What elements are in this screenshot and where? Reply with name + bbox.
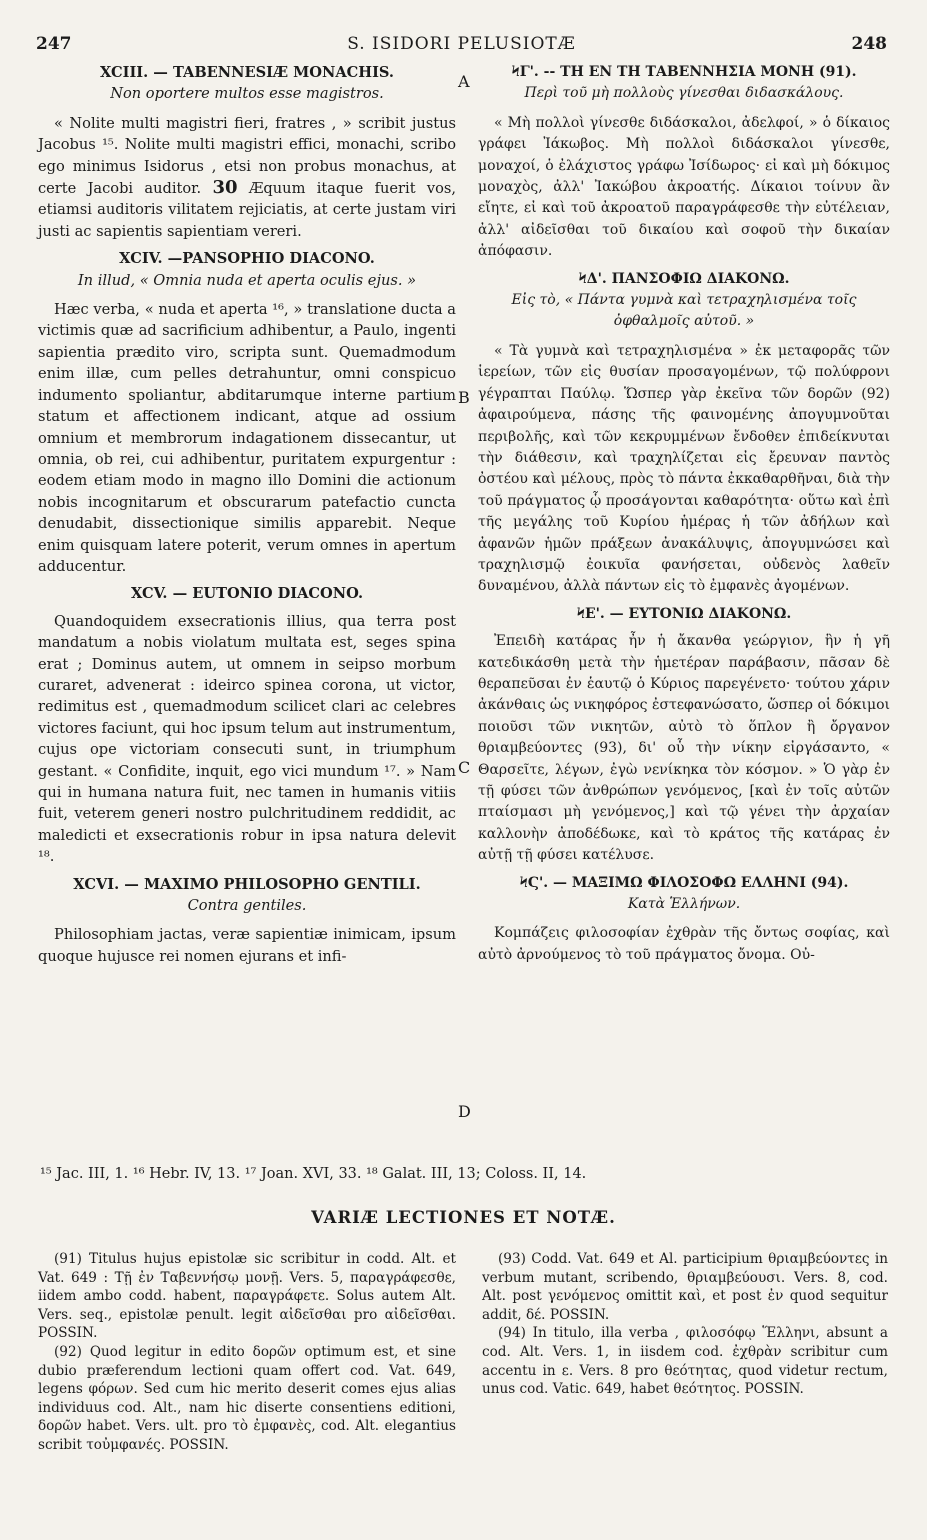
margin-marker-d: D (458, 1102, 471, 1121)
note-93: (93) Codd. Vat. 649 et Al. participium θριαμβεύοντες in verbum mutant, scribendo, θριαμβεύουσι. Vers. 8, cod. Alt. post γενόμενος omittit καὶ, et post ἐν quod sequitur addit, δέ. POSSIN. (482, 1251, 888, 1323)
right-page-number: 248 (851, 34, 887, 54)
margin-marker-b: B (458, 388, 470, 407)
margin-marker-c: C (458, 758, 471, 777)
latin-column (38, 62, 456, 967)
variae-lectiones-title: VARIÆ LECTIONES ET NOTÆ. (311, 1208, 616, 1227)
note-91: (91) Titulus hujus epistolæ sic scribitur in codd. Alt. et Vat. 649 : Τῇ ἐν Ταβεννήσῳ μονῇ. Vers. 5, παραγράφεσθε, iidem ambo codd. habent, παραγράφετε. Solus autem Alt. Vers. seq., epistolæ penult. legit αἰδεῖσθαι pro αἰδεῖσθαι. POSSIN. (38, 1251, 456, 1342)
margin-marker-a: A (458, 72, 470, 91)
letter-93-latin-text-a: « Nolite multi magistri fieri, fratres , » scribit justus Jacobus ¹⁵. Nolite multi magistri effici, monachi, scribo ego minimus Isidorus , etsi non probus monachus, at certe Jacobi auditor. (38, 114, 456, 198)
letter-93-latin (38, 62, 456, 242)
letter-95-greek-title: ϞΕ'. — ΕΥΤΟΝΙΩ ΔΙΑΚΟΝΩ. (576, 605, 792, 622)
letter-96-greek-title: ϞϚ'. — ΜΑΞΙΜΩ ΦΙΛΟΣΟΦΩ ΕΛΛΗΝΙ (94). (519, 874, 849, 891)
letter-93-greek-title: ϞΓ'. -- ΤΗ ΕΝ ΤΗ ΤΑΒΕΝΝΗΣΙΑ ΜΟΝΗ (91). (511, 64, 857, 80)
notes-right-column (482, 1250, 888, 1399)
note-94: (94) In titulo, illa verba , φιλοσόφῳ Ἕλληνι, absunt a cod. Alt. Vers. 1, in iisdem cod. ἐχθρὰν scribitur cum accentu in ε. Vers. 8 pro θεότητας, quod videtur rectum, unus cod. Vatic. 649, habet θεότητος. POSSIN. (482, 1325, 888, 1398)
letter-96-latin-subtitle: Contra gentiles. (187, 897, 307, 915)
column-marker-30: 30 (212, 177, 238, 199)
letter-96-latin (38, 874, 456, 968)
letter-94-greek-subtitle: Εἰς τὸ, « Πάντα γυμνὰ καὶ τετραχηλισμένα τοῖς ὀφθαλμοῖς αὐτοῦ. » (511, 292, 857, 330)
letter-93-greek-text: « Μὴ πολλοὶ γίνεσθε διδάσκαλοι, ἀδελφοί, » ὁ δίκαιος γράφει Ἰάκωβος. Μὴ πολλοὶ διδάσκαλοι γίνεσθε, μοναχοί, ὁ ἐλάχιστος γράφω Ἰσίδωρος· εἰ καὶ μὴ δόκιμος μοναχὸς, ἀλλ' Ἰακώβου ἀκροατής. Δίκαιοι τοίνυν ἂν εἴητε, εἰ καὶ τοῦ ἀκροατοῦ παραγράφεσθε τὴν εὐτέλειαν, ἀλλ' αἰδεῖσθαι τοῦ δικαίου καὶ σοφοῦ τὴν δικαίαν ἀπόφασιν. (478, 114, 890, 260)
letter-94-latin-text: Hæc verba, « nuda et aperta ¹⁶, » translatione ducta a victimis quæ ad sacrificium adhibentur, a Paulo, ingenti sapientia prædito viro, scripta sunt. Quemadmodum enim illæ, cum pelles detrahuntur, omni conspicuo indumento spoliantur, abditarumque interne partium statum et affectionem indicant, atque ad ossium omnium et membrorum indagationem dissecantur, ut omnia, ob rei, cui adhibentur, puritatem expurgentur : eodem etiam modo in magno illo Domini die actionum nobis incognitarum et obscurarum patefactio cuncta denudabit, dissectionique similis apparebit. Neque enim quisquam latere poterit, verum omnes in apertum adducentur. (38, 301, 456, 575)
scripture-footnotes: ¹⁵ Jac. III, 1. ¹⁶ Hebr. IV, 13. ¹⁷ Joan. XVI, 33. ¹⁸ Galat. III, 13; Coloss. II, 14. (40, 1166, 587, 1182)
letter-95-greek-text: Ἐπειδὴ κατάρας ἦν ἡ ἄκανθα γεώργιον, ἣν ἡ γῆ κατεδικάσθη μετὰ τὴν ἡμετέραν παράβασιν, πᾶσαν δὲ θεραπεῦσαι ἐν ἑαυτῷ ὁ Κύριος παρεγένετο· τούτου χάριν ἀκάνθαις ὡς νικηφόρος ἐστεφανώσατο, ὥσπερ οἱ δόκιμοι ποιοῦσι τῶν νικητῶν, αὐτὸ τὸ ὅπλον ἢ ὄργανον θριαμβεύοντες (93), δι' οὗ τὴν νίκην εἰργάσαντο, « Θαρσεῖτε, λέγων, ἐγὼ νενίκηκα τὸν κόσμον. » Ὁ γὰρ ἐν τῇ φύσει τῶν ἀνθρώπων γενόμενος, [καὶ ἐν τοῖς αὐτῶν πταίσμασι μὴ γενόμενος,] καὶ τῷ γένει τὴν ἀρχαίαν καλλονὴν ἀποδέδωκε, καὶ τὸ κράτος τῆς κατάρας ἐν αὐτῇ τῇ φύσει κατέλυσε. (478, 633, 890, 864)
letter-94-latin (38, 248, 456, 577)
letter-93-latin-title: XCIII. — TABENNESIÆ MONACHIS. (99, 64, 395, 81)
letter-96-greek-text: Κομπάζεις φιλοσοφίαν ἐχθρὰν τῆς ὄντως σοφίας, καὶ αὐτὸ ἀρνούμενος τὸ τοῦ πράγματος ὄνομα. Οὐ- (478, 925, 890, 963)
letter-94-latin-title: XCIV. —PANSOPHIO DIACONO. (119, 250, 375, 268)
letter-95-latin-title: XCV. — EUTONIO DIACONO. (130, 585, 364, 603)
letter-96-greek (478, 873, 890, 967)
letter-93-greek-subtitle: Περὶ τοῦ μὴ πολλοὺς γίνεσθαι διδασκάλους. (524, 85, 844, 102)
letter-94-greek (478, 269, 890, 598)
letter-96-greek-subtitle: Κατὰ Ἑλλήνων. (627, 896, 741, 913)
letter-93-latin-text (38, 113, 456, 242)
letter-94-greek-title: ϞΔ'. ΠΑΝΣΟΦΙΩ ΔΙΑΚΟΝΩ. (578, 270, 790, 287)
letter-93-latin-subtitle: Non oportere multos esse magistros. (110, 85, 384, 103)
left-page-number: 247 (36, 34, 72, 54)
letter-95-greek (478, 604, 890, 867)
letter-93-latin-text-b: Æquum itaque fuerit vos, etiamsi auditoris vilitatem rejiciatis, at certe justam viri justi ac sapientis sapientiam vereri. (38, 180, 457, 240)
letter-95-latin-text: Quandoquidem exsecrationis illius, qua terra post mandatum a nobis violatum multata est, seges spina erat ; Dominus autem, ut omnem in seipso morbum curaret, advenerat : ideirco spinea corona, ut victor, redimitus est , quemadmodum scilicet clari ac celebres victores faciunt, qui hoc ipsum telum aut instrumentum, cujus ope victoriam consecuti sunt, in triumphum gestant. « Confidite, inquit, ego vici mundum ¹⁷. » Nam qui in humana natura fuit, nec tamen in humanis vitiis fuit, veterem generi nostro pulchritudinem reddidit, ac maledicti et exsecrationis robur in ipsa natura delevit ¹⁸. (38, 612, 456, 866)
note-92: (92) Quod legitur in edito δορῶν optimum est, et sine dubio præferendum lectioni quam offert cod. Vat. 649, legens φόρων. Sed cum hic merito deserit comes ejus alias individuus cod. Alt., nam hic diserte consentiens editioni, δορῶν habet. Vers. ult. pro τὸ ἐμφανὲς, cod. Alt. elegantius scribit τοὐμφανές. POSSIN. (38, 1343, 456, 1453)
notes-left-column (38, 1250, 456, 1455)
greek-column (478, 62, 890, 966)
letter-96-latin-text: Philosophiam jactas, veræ sapientiæ inimicam, ipsum quoque hujusce rei nomen ejurans et infi- (38, 926, 456, 965)
running-header (36, 34, 887, 58)
letter-96-latin-title: XCVI. — MAXIMO PHILOSOPHO GENTILI. (73, 875, 421, 893)
letter-94-latin-subtitle: In illud, « Omnia nuda et aperta oculis ejus. » (77, 271, 417, 289)
letter-93-greek (478, 62, 890, 263)
letter-94-greek-text: « Τὰ γυμνὰ καὶ τετραχηλισμένα » ἐκ μεταφορᾶς τῶν ἱερείων, τῶν εἰς θυσίαν προσαγομένων, τῷ πολύφρονι γέγραπται Παύλῳ. Ὥσπερ γὰρ ἐκεῖνα τῶν δορῶν (92) ἀφαιρούμενα, πάσης τῆς φαινομένης ἀπογυμνοῦται περιβολῆς, καὶ τῶν κεκρυμμένων ἔνδοθεν ἐπιδείκνυται τὴν διάθεσιν, καὶ τραχηλίζεται εἰς ἔρευναν παντὸς ὀστέου καὶ μέλους, πρὸς τὸ πάντα ἐκκαθαρθῆναι, διὰ τὴν τοῦ πράγματος ᾧ προσάγονται καθαρότητα· οὕτω καὶ ἐπὶ τῆς μεγάλης τοῦ Κυρίου ἡμέρας ἡ τῶν ἀδήλων καὶ ἀφανῶν ἡμῶν πράξεων ἀνακάλυψις, ἀπογυμνώσει καὶ τραχηλισμῷ ἐοικυῖα φανήσεται, οὐδενὸς λαθεῖν δυναμένου, ἀλλὰ πάντων εἰς τὸ ἐμφανὲς ἀγομένων. (478, 342, 890, 595)
letter-95-latin (38, 583, 456, 867)
running-title: S. ISIDORI PELUSIOTÆ (347, 34, 576, 54)
